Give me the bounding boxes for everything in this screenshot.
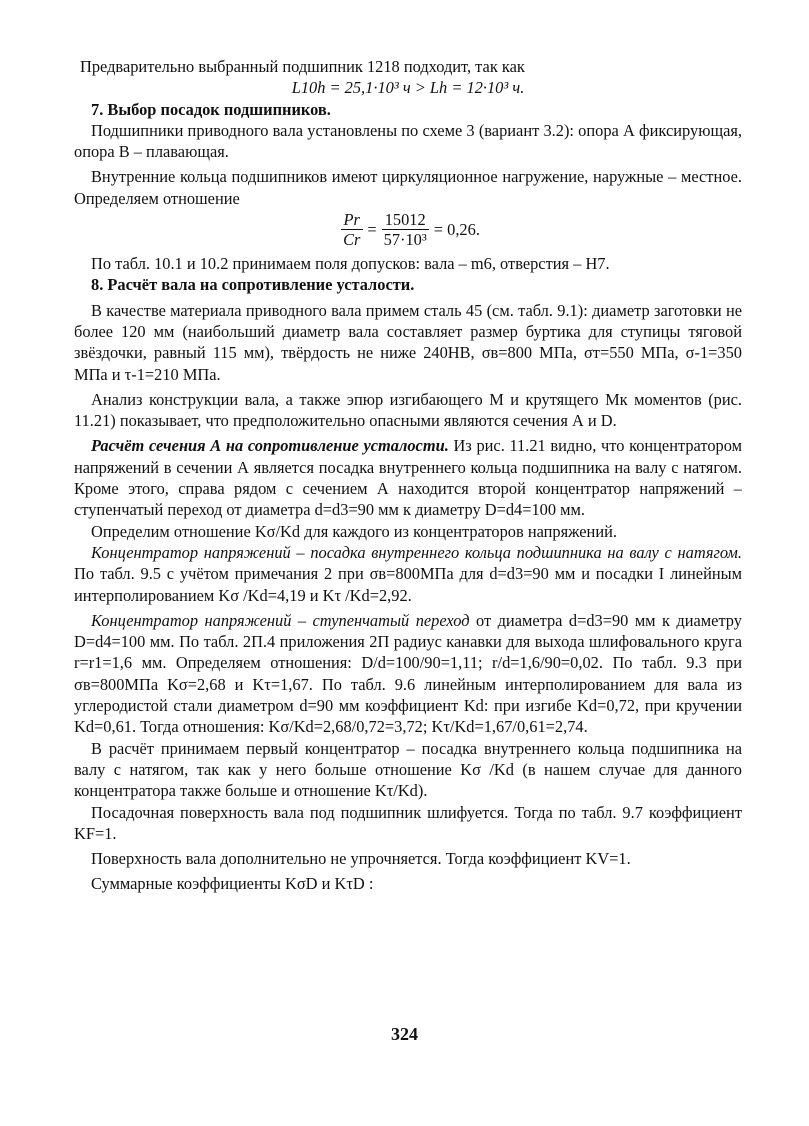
tolerances-paragraph: По табл. 10.1 и 10.2 принимаем поля допусков: вала – m6, отверстия – H7.: [91, 254, 610, 274]
load-ratio-result: = 0,26.: [433, 219, 480, 239]
section-7-title: 7. Выбор посадок подшипников.: [91, 99, 331, 119]
section-8-title: 8. Расчёт вала на сопротивление усталости.: [91, 275, 415, 295]
surface-paragraph: Посадочная поверхность вала под подшипник шлифуется. Тогда по табл. 9.7 коэффициент KF=1.: [74, 802, 742, 843]
bearing-life-formula: L10h = 25,1·10³ ч > Lh = 12·10³ ч.: [291, 78, 525, 98]
page-number: 324: [391, 1024, 418, 1044]
concentrator-2-text: от диаметра d=d3=90 мм к диаметру D=d4=100 мм. По табл. 2П.4 приложения 2П радиус канавки для выхода шлифовального круга r=r1=1,6 мм. Определяем отношения: D/d=100/90=1,11; r/d=1,6/90=0,02. По табл. 9.3 при σв=800МПа Kσ=2,68 и Kτ=1,67. По табл. 9.6 линейным интерполированием для вала из углеродистой стали диаметром d=90 мм коэффициент Kd: при изгибе Kd=0,72, при кручении Kd=0,61. Тогда отношения: Kσ/Kd=2,68/0,72=3,72; Kτ/Kd=1,67/0,61=2,74.: [74, 610, 742, 737]
analysis-paragraph: Анализ конструкции вала, а также эпюр изгибающего М и крутящего Мк моментов (рис. 11.21) показывает, что предположительно опасными являются сечения А и D.: [74, 389, 742, 431]
accept-concentrator-paragraph: В расчёт принимаем первый концентратор – посадка внутреннего кольца подшипника на валу с натягом, так как у него больше отношение Kσ /Kd (в нашем случае для данного концентратора также больше и отношение Kτ/Kd).: [74, 738, 742, 801]
bearing-scheme-paragraph: Подшипники приводного вала установлены по схеме 3 (вариант 3.2): опора А фиксирующая, опора В – плавающая.: [74, 120, 742, 162]
concentrator-2-paragraph: [74, 610, 742, 738]
section-a-text: Из рис. 11.21 видно, что концентратором напряжений в сечении А является посадка внутреннего кольца подшипника на валу с натягом. Кроме этого, справа рядом с сечением А находится второй концентратор напряжений – ступенчатый переход от диаметра d=d3=90 мм к диаметру D=d4=100 мм.: [74, 436, 742, 520]
concentrator-1-paragraph: [74, 542, 742, 606]
hardening-paragraph: Поверхность вала дополнительно не упрочняется. Тогда коэффициент KV=1.: [91, 849, 631, 869]
section-a-title: Расчёт сечения А на сопротивление усталости.: [91, 436, 449, 456]
concentrator-2-title: Концентратор напряжений – ступенчатый переход: [91, 610, 470, 630]
concentrator-1-title: Концентратор напряжений – посадка внутреннего кольца подшипника на валу с натягом.: [91, 542, 742, 562]
document-page: [74, 56, 742, 895]
material-paragraph: В качестве материала приводного вала примем сталь 45 (см. табл. 9.1): диаметр заготовки не более 120 мм (наибольший диаметр вала составляет размер буртика для ступицы тяговой звёздочки, равный 115 мм), твёрдость не ниже 240HB, σв=800 МПа, σт=550 МПа, σ-1=350 МПа и τ-1=210 МПа.: [74, 300, 742, 384]
load-ratio-lhs: $\frac{Pr}{Cr}$: [340, 210, 363, 249]
concentrator-1-text: По табл. 9.5 с учётом примечания 2 при σв=800МПа для d=d3=90 мм и посадки I линейным интерполированием Kσ /Kd=4,19 и Kτ /Kd=2,92.: [74, 564, 742, 605]
intro-text: Предварительно выбранный подшипник 1218 подходит, так как: [80, 57, 525, 76]
rings-loading-paragraph: Внутренние кольца подшипников имеют циркуляционное нагружение, наружные – местное. Определяем отношение: [74, 167, 742, 208]
load-ratio-rhs: $\frac{15012}{\text{57·10³}}$: [383, 210, 427, 250]
load-ratio-formula: $\frac{Pr}{Cr}$ = $\frac{15012}{\text{57·10³}}$ = 0,26.: [74, 210, 742, 249]
determine-ratio-paragraph: Определим отношение Kσ/Kd для каждого из концентраторов напряжений.: [91, 521, 617, 541]
total-coefficients-paragraph: Суммарные коэффициенты KσD и KτD :: [91, 874, 374, 894]
section-a-paragraph: [74, 435, 742, 520]
